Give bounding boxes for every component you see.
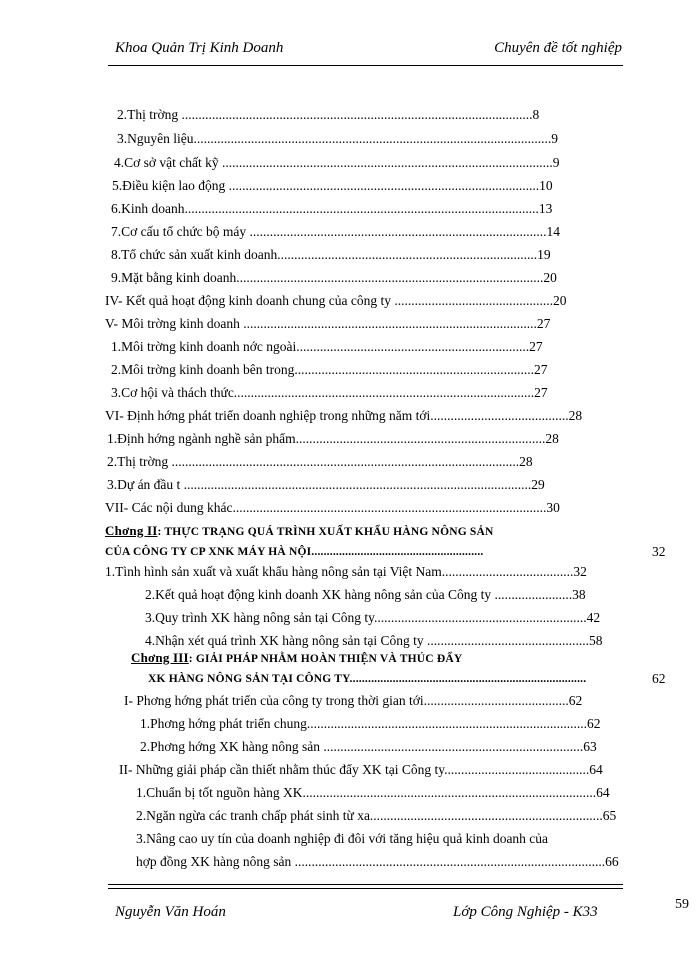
- chapter-2-page: 32: [652, 544, 666, 559]
- toc-entry: 1.Tình hình sản xuất và xuất khẩu hàng nông sản tại Việt Nam.......................................32: [105, 564, 587, 579]
- toc-entry: 6.Kinh doanh.........................................................................................................13: [111, 201, 553, 216]
- toc-entry: 3.Nguyên liệu..........................................................................................................9: [117, 131, 558, 146]
- toc-entry: 2.Thị trờng .......................................................................................................28: [107, 454, 533, 469]
- footer-author: Nguyễn Văn Hoán: [115, 904, 226, 920]
- header-right: Chuyên đề tốt nghiệp: [494, 40, 622, 56]
- toc-entry: hợp đồng XK hàng nông sản ............................................................................................66: [136, 854, 619, 869]
- toc-entry: II- Những giải pháp cần thiết nhằm thúc đẩy XK tại Công ty...........................................64: [119, 762, 603, 777]
- chapter-2-heading: [105, 521, 494, 542]
- toc-entry: 1.Phơng hớng phát triển chung...................................................................................62: [140, 716, 601, 731]
- toc-entry: V- Môi trờng kinh doanh .......................................................................................27: [105, 316, 551, 331]
- toc-entry: 8.Tổ chức sản xuất kinh doanh.............................................................................19: [111, 247, 551, 262]
- toc-entry: I- Phơng hớng phát triển của công ty trong thời gian tới...........................................62: [124, 693, 583, 708]
- chapter-2-label: Chơng II: [105, 523, 158, 538]
- chapter-3-title-line2: XK HÀNG NÔNG SẢN TẠI CÔNG TY.............................................................................: [148, 673, 587, 685]
- toc-entry: 3.Cơ hội và thách thức.........................................................................................27: [111, 385, 548, 400]
- toc-entry: 3.Nâng cao uy tín của doanh nghiệp đi đôi với tăng hiệu quả kinh doanh của: [136, 831, 549, 846]
- toc-entry: 3.Quy trình XK hàng nông sản tại Công ty...............................................................42: [145, 610, 601, 625]
- page-number: 59: [675, 897, 689, 912]
- toc-entry: 4.Nhận xét quá trình XK hàng nông sản tại Công ty ................................................58: [145, 633, 603, 648]
- chapter-2-title-line1: : THỰC TRẠNG QUÁ TRÌNH XUẤT KHẨU HÀNG NÔNG SẢN: [157, 526, 494, 538]
- toc-entry: 4.Cơ sở vật chất kỹ ..................................................................................................9: [114, 155, 560, 170]
- toc-entry: 3.Dự án đầu t .......................................................................................................29: [107, 477, 545, 492]
- chapter-3-page: 62: [652, 671, 666, 686]
- toc-entry: 1.Môi trờng kinh doanh nớc ngoài.....................................................................27: [111, 339, 543, 354]
- toc-entry: 9.Mặt bằng kinh doanh...........................................................................................20: [111, 270, 557, 285]
- chapter-3-heading: [131, 648, 462, 669]
- toc-entry: 2.Thị trờng ........................................................................................................8: [117, 107, 540, 122]
- footer-rule: [108, 884, 623, 885]
- chapter-3-label: Chơng III: [131, 650, 189, 665]
- toc-entry: 7.Cơ cấu tổ chức bộ máy ........................................................................................14: [111, 224, 561, 239]
- toc-entry: VII- Các nội dung khác.............................................................................................30: [105, 500, 560, 515]
- toc-entry: 2.Kết quả hoạt động kinh doanh XK hàng nông sản của Công ty .......................38: [145, 587, 586, 602]
- toc-entry: VI- Định hớng phát triển doanh nghiệp trong những năm tới.........................................28: [105, 408, 583, 423]
- toc-entry: 1.Chuẩn bị tốt nguồn hàng XK.......................................................................................64: [136, 785, 610, 800]
- toc-entry: 2.Môi trờng kinh doanh bên trong.......................................................................27: [111, 362, 548, 377]
- header-left: Khoa Quản Trị Kinh Doanh: [115, 40, 284, 56]
- toc-entry: 2.Phơng hớng XK hàng nông sản .............................................................................63: [140, 739, 597, 754]
- toc-entry: IV- Kết quả hoạt động kinh doanh chung của công ty ...............................................20: [105, 293, 567, 308]
- chapter-3-title-line1: : GIẢI PHÁP NHẰM HOÀN THIỆN VÀ THÚC ĐẨY: [188, 653, 463, 665]
- chapter-2-title-line2: CỦA CÔNG TY CP XNK MÁY HÀ NỘI........................................................: [105, 546, 484, 558]
- toc-entry: 2.Ngăn ngừa các tranh chấp phát sinh từ xa.....................................................................65: [136, 808, 617, 823]
- header-rule: [108, 65, 623, 66]
- footer-class: Lớp Công Nghiệp - K33: [453, 904, 598, 920]
- toc-entry: 1.Định hớng ngành nghề sản phẩm..........................................................................28: [107, 431, 559, 446]
- toc-entry: 5.Điều kiện lao động ............................................................................................10: [112, 178, 553, 193]
- footer-rule-2: [108, 888, 623, 889]
